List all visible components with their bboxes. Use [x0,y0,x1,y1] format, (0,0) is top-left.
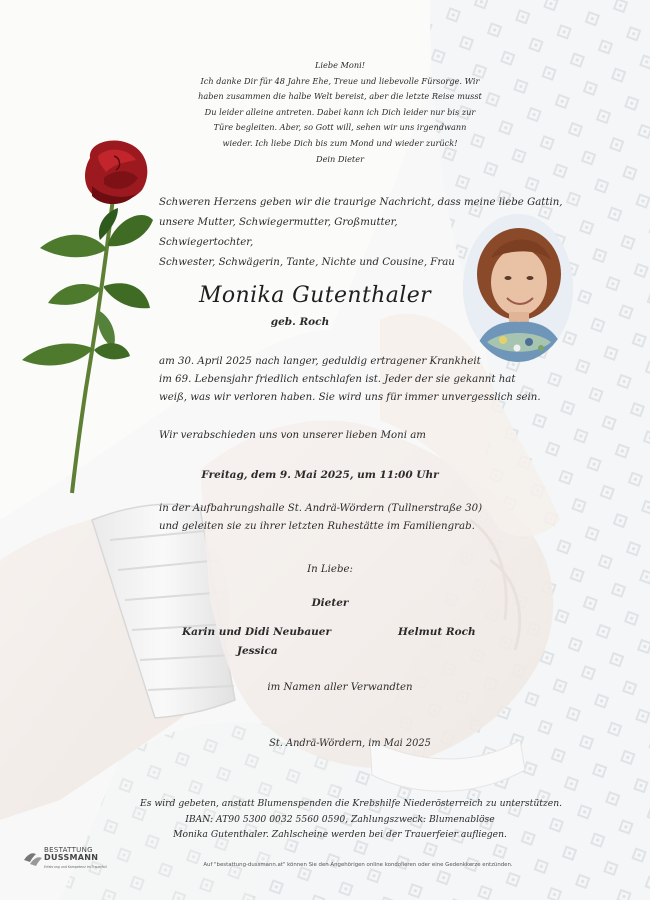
mourner-family-1: Karin und Didi Neubauer [182,626,331,638]
logo-line-2: DUSSMANN [44,853,99,862]
poem-greeting: Liebe Moni! [314,60,366,70]
mourner-spouse: Dieter [311,597,349,609]
logo-hands-icon [22,846,44,868]
mourner-family-2: Jessica [237,645,278,657]
poem-line: wieder. Ich liebe Dich bis zum Mond und wieder zurück! [222,137,458,148]
location-line: und geleiten sie zu ihrer letzten Ruhestätte im Familiengrab. [159,521,475,532]
deceased-name: Monika Gutenthaler [198,283,432,308]
poem-line: Du leider alleine antreten. Dabei kann ich Dich leider nur bis zur [204,106,476,117]
place-date: St. Andrä-Wördern, im Mai 2025 [269,738,431,749]
poem-line: Ich danke Dir für 48 Jahre Ehe, Treue und liebevolle Fürsorge. Wir [200,75,480,86]
logo-tagline: Erfahrung und Kompetenz im Trauerfall [44,865,107,869]
death-details [159,353,539,407]
location-line: in der Aufbahrungshalle St. Andrä-Wördern (Tullnerstraße 30) [159,503,483,514]
poem-line: haben zusammen die halbe Welt bereist, aber die letzte Reise musst [198,91,482,102]
announcement-intro [159,193,563,273]
poem-line: Türe begleiten. Aber, so Gott will, sehen wir uns irgendwann [213,122,467,133]
mourners-relatives: im Namen aller Verwandten [267,682,413,693]
donation-line: Monika Gutenthaler. Zahlscheine werden bei der Trauerfeier aufliegen. [173,829,507,840]
poem-block [175,58,505,167]
donation-line: Es wird gebeten, anstatt Blumenspenden die Krebshilfe Niederösterreich zu unterstützen. [140,798,563,809]
mourners-intro: In Liebe: [307,564,353,575]
intro-line: Schweren Herzens geben wir die traurige Nachricht, dass meine liebe Gattin, [159,197,563,208]
poem-signature: Dein Dieter [316,153,364,164]
intro-line: Schwester, Schwägerin, Tante, Nichte und Cousine, Frau [159,257,455,268]
farewell-text: Wir verabschieden uns von unserer lieben Moni am [159,430,426,441]
detail-line: weiß, was wir verloren haben. Sie wird uns für immer unvergesslich sein. [159,392,541,403]
mourner-family-3: Helmut Roch [398,626,476,638]
portrait-photo [463,214,573,362]
donation-request [140,796,563,843]
funeral-home-logo [22,840,132,875]
ceremony-date: Freitag, dem 9. Mai 2025, um 11:00 Uhr [201,469,439,481]
footer-note: Auf "bestattung-dussmann.at" können Sie den Angehörigen online kondolieren oder eine Gedenkkerze entzünden. [203,862,513,868]
intro-line: unsere Mutter, Schwiegermutter, Großmutter, Schwiegertochter, [159,217,398,248]
logo-line-1: BESTATTUNG [44,846,93,854]
ceremony-location [159,500,559,536]
detail-line: am 30. April 2025 nach langer, geduldig ertragener Krankheit [159,356,481,367]
detail-line: im 69. Lebensjahr friedlich entschlafen ist. Jeder der sie gekannt hat [159,374,516,385]
donation-line: IBAN: AT90 5300 0032 5560 0590, Zahlungszweck: Blumenablöse [185,813,495,825]
birth-name: geb. Roch [270,316,330,328]
